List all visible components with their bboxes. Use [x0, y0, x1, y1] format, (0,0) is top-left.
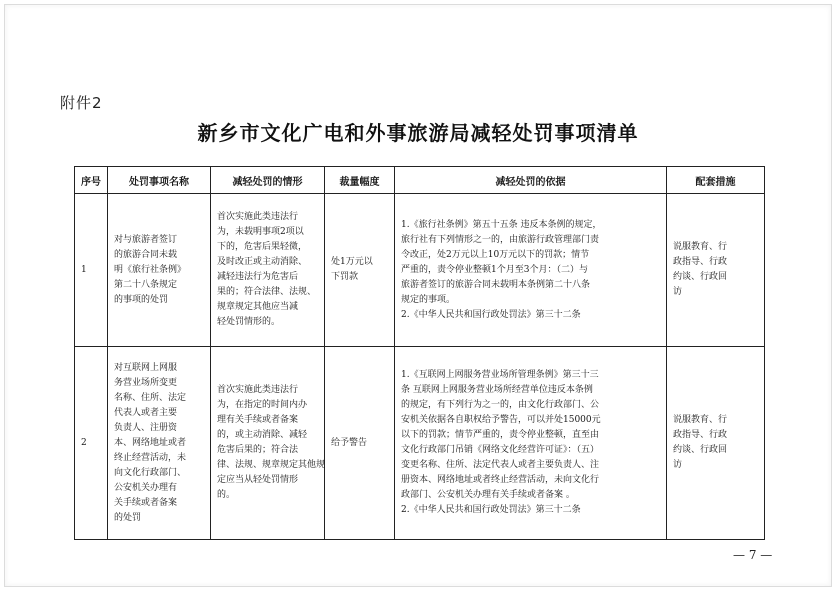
text-line: 令改正，处2万元以上10万元以下的罚款；情节: [401, 249, 590, 260]
text-line: 条 互联网上网服务营业场所经营单位违反本条例: [401, 385, 593, 395]
text-line: 规定的事项。: [401, 294, 456, 305]
penalty-table: [74, 166, 765, 540]
cell-range: [325, 347, 395, 540]
cell-seq: 2: [75, 347, 108, 540]
text-line: 变更名称、住所、法定代表人或者主要负责人、注: [401, 460, 600, 470]
text-line: 严重的，责令停业整顿1个月至3个月：（二）与: [401, 264, 588, 275]
text-line: 首次实施此类违法行: [217, 385, 299, 395]
text-line: 本、网络地址或者: [114, 437, 187, 448]
text-line: 1.《旅行社条例》第五十五条 违反本条例的规定，: [401, 219, 602, 230]
page-number: — 7 —: [733, 548, 773, 562]
text-line: 下的，危害后果轻微，: [217, 242, 308, 252]
cell-basis: [395, 347, 667, 540]
text-line: 终止经营活动，未: [114, 452, 187, 463]
text-line: 代表人或者主要: [114, 407, 178, 418]
cell-measures: [667, 194, 765, 347]
text-line: 减轻违法行为危害后: [217, 272, 299, 282]
cell-circumstances: [211, 347, 325, 540]
text-line: 文化行政部门吊销《网络文化经营许可证》：（五）: [401, 445, 600, 455]
text-line: 律、法规、规章规定其他规: [217, 460, 326, 470]
cell-seq: 1: [75, 194, 108, 347]
cell-item-name: [108, 194, 211, 347]
text-line: 说服教育、行: [673, 242, 728, 252]
text-line: 为，未载明事项2项以: [217, 227, 304, 237]
text-line: 给予警告: [331, 437, 368, 448]
text-line: 册资本、网络地址或者终止经营活动，未向文化行: [401, 475, 600, 485]
text-line: 的，或主动消除、减轻: [217, 430, 308, 440]
text-line: 的处罚: [114, 512, 142, 523]
cell-measures: [667, 347, 765, 540]
text-line: 向文化行政部门、: [114, 467, 187, 478]
header-range: 裁量幅度: [325, 167, 395, 194]
text-line: 负责人、注册资: [114, 422, 178, 433]
header-item-name: 处罚事项名称: [108, 167, 211, 194]
text-line: 访: [673, 460, 683, 470]
text-line: 果的；符合法律、法规、: [217, 287, 317, 297]
text-line: 约谈、行政回: [673, 445, 728, 455]
cell-item-name: [108, 347, 211, 540]
header-seq: 序号: [75, 167, 108, 194]
text-line: 旅行社有下列情形之一的，由旅游行政管理部门责: [401, 234, 600, 245]
text-line: 的事项的处罚: [114, 294, 169, 305]
text-line: 为，在指定的时间内办: [217, 400, 308, 410]
text-line: 政指导、行政: [673, 430, 728, 440]
text-line: 第二十八条规定: [114, 279, 178, 290]
annex-label: 附件2: [60, 94, 103, 112]
text-line: 对互联网上网服: [114, 362, 178, 373]
text-line: 理有关手续或者备案: [217, 415, 299, 425]
text-line: 约谈、行政回: [673, 272, 728, 282]
text-line: 名称、住所、法定: [114, 392, 187, 403]
text-line: 以下的罚款；情节严重的，责令停业整顿，直至由: [401, 430, 600, 440]
text-line: 定应当从轻处罚情形: [217, 475, 299, 485]
cell-basis: [395, 194, 667, 347]
table-row: [75, 347, 765, 540]
header-measures: 配套措施: [667, 167, 765, 194]
text-line: 处1万元以: [331, 257, 373, 267]
cell-range: [325, 194, 395, 347]
text-line: 的规定，有下列行为之一的，由文化行政部门、公: [401, 400, 600, 410]
text-line: 访: [673, 287, 683, 297]
cell-circumstances: [211, 194, 325, 347]
text-line: 1.《互联网上网服务营业场所管理条例》第三十三: [401, 370, 599, 380]
text-line: 关手续或者备案: [114, 497, 178, 508]
header-circumstances: 减轻处罚的情形: [211, 167, 325, 194]
text-line: 下罚款: [331, 272, 359, 282]
table-header-row: [75, 167, 765, 194]
text-line: 的旅游合同未载: [114, 249, 178, 260]
text-line: 政指导、行政: [673, 257, 728, 267]
text-line: 规章规定其他应当减: [217, 302, 299, 312]
text-line: 2.《中华人民共和国行政处罚法》第三十二条: [401, 309, 581, 320]
text-line: 及时改正或主动消除、: [217, 257, 308, 267]
text-line: 明《旅行社条例》: [114, 264, 187, 275]
text-line: 的。: [217, 490, 236, 500]
text-line: 说服教育、行: [673, 415, 728, 425]
page-title: 新乡市文化广电和外事旅游局减轻处罚事项清单: [197, 121, 639, 145]
text-line: 危害后果的；符合法: [217, 445, 299, 455]
text-line: 轻处罚情形的。: [217, 317, 281, 327]
text-line: 安机关依据各自职权给予警告，可以并处15000元: [401, 415, 601, 425]
text-line: 对与旅游者签订: [114, 234, 178, 245]
text-line: 政部门、公安机关办理有关手续或者备案 。: [401, 490, 575, 500]
text-line: 旅游者签订的旅游合同未载明本条例第二十八条: [401, 279, 591, 290]
text-line: 首次实施此类违法行: [217, 212, 299, 222]
table-row: [75, 194, 765, 347]
header-basis: 减轻处罚的依据: [395, 167, 667, 194]
text-line: 2.《中华人民共和国行政处罚法》第三十二条: [401, 505, 581, 515]
text-line: 务营业场所变更: [114, 377, 178, 388]
text-line: 公安机关办理有: [114, 482, 178, 493]
